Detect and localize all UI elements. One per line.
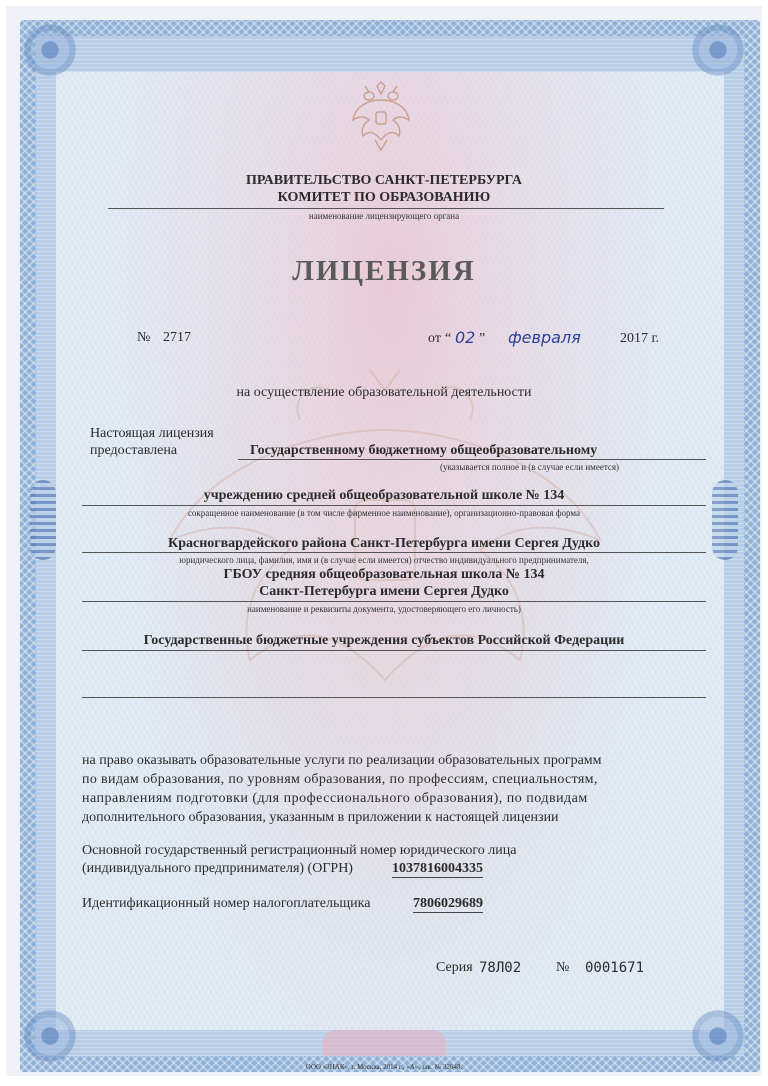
licensee-name-line-2: учреждению средней общеобразовательной школе № 134	[203, 488, 565, 503]
corner-rosette-top-right	[688, 20, 748, 80]
corner-rosette-top-left	[20, 20, 80, 80]
corner-rosette-bottom-right	[688, 1006, 748, 1066]
blank-number-value: 0001671	[585, 960, 645, 976]
licensee-underline-3	[82, 552, 706, 553]
licensee-name-line-3: Красногвардейского района Санкт-Петербурга имени Сергея Дудко	[168, 536, 600, 551]
date-year: 2017 г.	[620, 331, 660, 346]
rights-text-line-3: направлениям подготовки (для профессионального образования), по подвидам	[82, 791, 588, 806]
licensee-name-line-1: Государственному бюджетному общеобразовательному	[250, 443, 598, 458]
issuer-line-1: ПРАВИТЕЛЬСТВО САНКТ-ПЕТЕРБУРГА	[245, 173, 523, 188]
date-month: февраля	[508, 328, 581, 347]
licensee-underline-2	[82, 505, 706, 506]
licensee-caption-1: (указывается полное и (в случае если имеется)	[440, 462, 619, 472]
rights-text-line-1: на право оказывать образовательные услуги по реализации образовательных программ	[82, 753, 602, 768]
date-open-quote: “	[445, 331, 452, 346]
licensee-underline-6	[82, 697, 706, 698]
date-label: от	[428, 331, 441, 346]
corner-rosette-bottom-left	[20, 1006, 80, 1066]
printer-imprint: ООО «ЗНАК», г. Москва, 2014 г., «А», зак. № 32648.	[305, 1063, 463, 1071]
blank-number-label: №	[556, 960, 570, 975]
inn-label: Идентификационный номер налогоплательщика	[82, 896, 371, 911]
document-title: ЛИЦЕНЗИЯ	[292, 255, 476, 287]
licensee-underline-1	[238, 459, 706, 460]
series-value: 78Л02	[479, 960, 522, 976]
granted-label-line-2: предоставлена	[90, 443, 178, 458]
licensee-org-form: Государственные бюджетные учреждения субъектов Российской Федерации	[143, 633, 625, 648]
licensee-caption-4: наименование и реквизиты документа, удостоверяющего его личность)	[247, 604, 521, 614]
date-day: 02	[455, 328, 476, 347]
licensee-caption-3: юридического лица, фамилия, имя и (в случае если имеется) отчество индивидуального предпринимателя,	[179, 555, 589, 565]
double-headed-eagle-emblem-icon	[349, 80, 413, 152]
ogrn-label-line-2: (индивидуального предпринимателя) (ОГРН)	[82, 861, 353, 876]
ogrn-value: 1037816004335	[392, 861, 483, 876]
licensee-short-name-line-2: Санкт-Петербурга имени Сергея Дудко	[259, 584, 509, 599]
bottom-pink-tab	[322, 1030, 446, 1056]
licensee-short-name-line-1: ГБОУ средняя общеобразовательная школа № 134	[223, 567, 545, 582]
license-number-label: №	[137, 330, 151, 345]
license-number: 2717	[163, 330, 191, 345]
licensee-underline-4	[82, 601, 706, 602]
activity-text: на осуществление образовательной деятельности	[236, 385, 532, 400]
inn-value: 7806029689	[413, 896, 483, 911]
date-close-quote: ”	[479, 331, 486, 346]
rights-text-line-4: дополнительного образования, указанным в приложении к настоящей лицензии	[82, 810, 559, 825]
issuer-line-2: КОМИТЕТ ПО ОБРАЗОВАНИЮ	[277, 190, 491, 205]
series-label: Серия	[436, 960, 473, 975]
granted-label-line-1: Настоящая лицензия	[90, 426, 214, 441]
issuer-caption: наименование лицензирующего органа	[308, 211, 460, 221]
rights-text-line-2: по видам образования, по уровням образования, по профессиям, специальностям,	[82, 772, 598, 787]
ogrn-label-line-1: Основной государственный регистрационный номер юридического лица	[82, 843, 517, 858]
issuer-underline	[108, 208, 664, 209]
licensee-underline-5	[82, 650, 706, 651]
licensee-caption-2: сокращенное наименование (в том числе фирменное наименование), организационно-правовая форма	[187, 508, 581, 518]
